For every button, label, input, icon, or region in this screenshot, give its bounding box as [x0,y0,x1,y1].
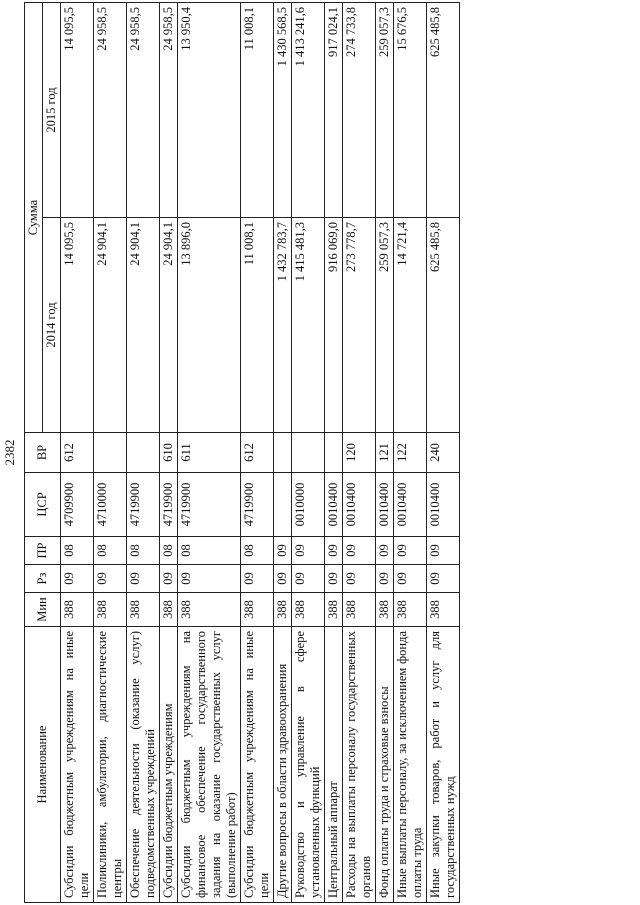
cell-name: Субсидии бюджетным учреждениям на иные цели [61,627,94,903]
header-year-2015: 2015 год [43,3,61,218]
cell-pr: 08 [241,537,274,565]
cell-rz: 09 [343,565,376,593]
cell-sum-2014: 625 485,8 [427,218,460,433]
cell-csr: 4719900 [127,473,160,537]
cell-min: 388 [274,593,292,627]
cell-sum-2015: 14 095,5 [61,3,94,218]
cell-sum-2015: 11 008,1 [241,3,274,218]
cell-sum-2015: 24 958,5 [127,3,160,218]
cell-sum-2015: 274 733,8 [343,3,376,218]
cell-sum-2014: 24 904,1 [160,218,178,433]
cell-name: Другие вопросы в области здравоохранения [274,627,292,903]
table-row [61,3,94,903]
cell-sum-2015: 24 958,5 [160,3,178,218]
cell-sum-2014: 916 069,0 [325,218,343,433]
cell-rz: 09 [127,565,160,593]
table-row [274,3,292,903]
cell-min: 388 [241,593,274,627]
cell-sum-2014: 14 721,4 [394,218,427,433]
cell-pr: 08 [178,537,241,565]
cell-sum-2015: 259 057,3 [376,3,394,218]
cell-sum-2014: 1 415 481,3 [292,218,325,433]
cell-sum-2015: 625 485,8 [427,3,460,218]
cell-sum-2014: 11 008,1 [241,218,274,433]
cell-pr: 09 [376,537,394,565]
header-pr: ПР [25,537,61,565]
cell-min: 388 [394,593,427,627]
cell-min: 388 [325,593,343,627]
cell-name: Иные закупки товаров, работ и услуг для государственных нужд [427,627,460,903]
cell-vr [274,433,292,473]
cell-sum-2015: 1 413 241,6 [292,3,325,218]
cell-min: 388 [427,593,460,627]
cell-vr [325,433,343,473]
cell-rz: 09 [178,565,241,593]
cell-csr: 4710000 [94,473,127,537]
cell-sum-2014: 13 896,0 [178,218,241,433]
cell-min: 388 [292,593,325,627]
cell-sum-2015: 1 430 568,5 [274,3,292,218]
cell-name: Иные выплаты персоналу, за исключением фонда оплаты труда [394,627,427,903]
cell-vr: 120 [343,433,376,473]
cell-pr: 09 [394,537,427,565]
cell-csr: 0010000 [292,473,325,537]
table-row [376,3,394,903]
cell-pr: 09 [274,537,292,565]
budget-table [24,2,460,903]
cell-rz: 09 [427,565,460,593]
header-csr: ЦСР [25,473,61,537]
header-name: Наименование [25,627,61,903]
cell-name: Центральный аппарат [325,627,343,903]
cell-pr: 08 [127,537,160,565]
table-row [160,3,178,903]
table-row [427,3,460,903]
cell-pr: 08 [94,537,127,565]
cell-vr: 121 [376,433,394,473]
cell-pr: 09 [325,537,343,565]
header-rz: Рз [25,565,61,593]
cell-sum-2014: 24 904,1 [94,218,127,433]
table-row [325,3,343,903]
cell-vr [127,433,160,473]
cell-rz: 09 [274,565,292,593]
cell-csr: 0010400 [325,473,343,537]
cell-rz: 09 [325,565,343,593]
cell-rz: 09 [61,565,94,593]
cell-name: Поликлиники, амбулатории, диагностические центры [94,627,127,903]
header-row-1 [25,3,43,903]
table-body [61,3,460,903]
cell-name: Субсидии бюджетным учреждениям на финансовое обеспечение государственного задания на оказание государственных услуг (выполнение работ) [178,627,241,903]
cell-name: Субсидии бюджетным учреждениям на иные цели [241,627,274,903]
cell-vr: 610 [160,433,178,473]
cell-min: 388 [178,593,241,627]
cell-name: Расходы на выплаты персоналу государственных органов [343,627,376,903]
cell-rz: 09 [376,565,394,593]
cell-csr: 4719900 [160,473,178,537]
cell-name: Обеспечение деятельности (оказание услуг) подведомственных учреждений [127,627,160,903]
cell-sum-2015: 917 024,1 [325,3,343,218]
cell-min: 388 [376,593,394,627]
cell-name: Субсидии бюджетным учреждениям [160,627,178,903]
cell-min: 388 [127,593,160,627]
cell-rz: 09 [94,565,127,593]
cell-pr: 09 [343,537,376,565]
cell-vr: 122 [394,433,427,473]
cell-csr: 0010400 [376,473,394,537]
cell-csr [274,473,292,537]
table-row [178,3,241,903]
cell-csr: 0010400 [427,473,460,537]
cell-vr: 612 [241,433,274,473]
cell-min: 388 [61,593,94,627]
cell-vr: 240 [427,433,460,473]
page-number: 2382 [2,439,17,466]
cell-name: Фонд оплаты труда и страховые взносы [376,627,394,903]
cell-pr: 09 [292,537,325,565]
cell-name: Руководство и управление в сфере установленных функций [292,627,325,903]
header-vr: ВР [25,433,61,473]
header-min: Мин [25,593,61,627]
cell-sum-2015: 24 958,5 [94,3,127,218]
cell-csr: 4719900 [241,473,274,537]
cell-vr [94,433,127,473]
cell-pr: 08 [160,537,178,565]
table-row [343,3,376,903]
header-year-2014: 2014 год [43,218,61,433]
cell-sum-2014: 273 778,7 [343,218,376,433]
cell-sum-2014: 24 904,1 [127,218,160,433]
cell-rz: 09 [241,565,274,593]
cell-csr: 0010400 [343,473,376,537]
header-sum: Сумма [25,3,43,433]
cell-sum-2015: 13 950,4 [178,3,241,218]
cell-vr: 611 [178,433,241,473]
cell-sum-2014: 14 095,5 [61,218,94,433]
cell-rz: 09 [160,565,178,593]
cell-rz: 09 [292,565,325,593]
table-row [292,3,325,903]
cell-min: 388 [94,593,127,627]
cell-pr: 08 [61,537,94,565]
cell-sum-2014: 1 432 783,7 [274,218,292,433]
cell-sum-2014: 259 057,3 [376,218,394,433]
cell-rz: 09 [394,565,427,593]
cell-pr: 09 [427,537,460,565]
cell-csr: 0010400 [394,473,427,537]
cell-sum-2015: 15 676,5 [394,3,427,218]
cell-min: 388 [160,593,178,627]
cell-vr: 612 [61,433,94,473]
cell-csr: 4709900 [61,473,94,537]
table-row [127,3,160,903]
cell-vr [292,433,325,473]
table-row [94,3,127,903]
table-row [394,3,427,903]
cell-min: 388 [343,593,376,627]
cell-csr: 4719900 [178,473,241,537]
table-row [241,3,274,903]
